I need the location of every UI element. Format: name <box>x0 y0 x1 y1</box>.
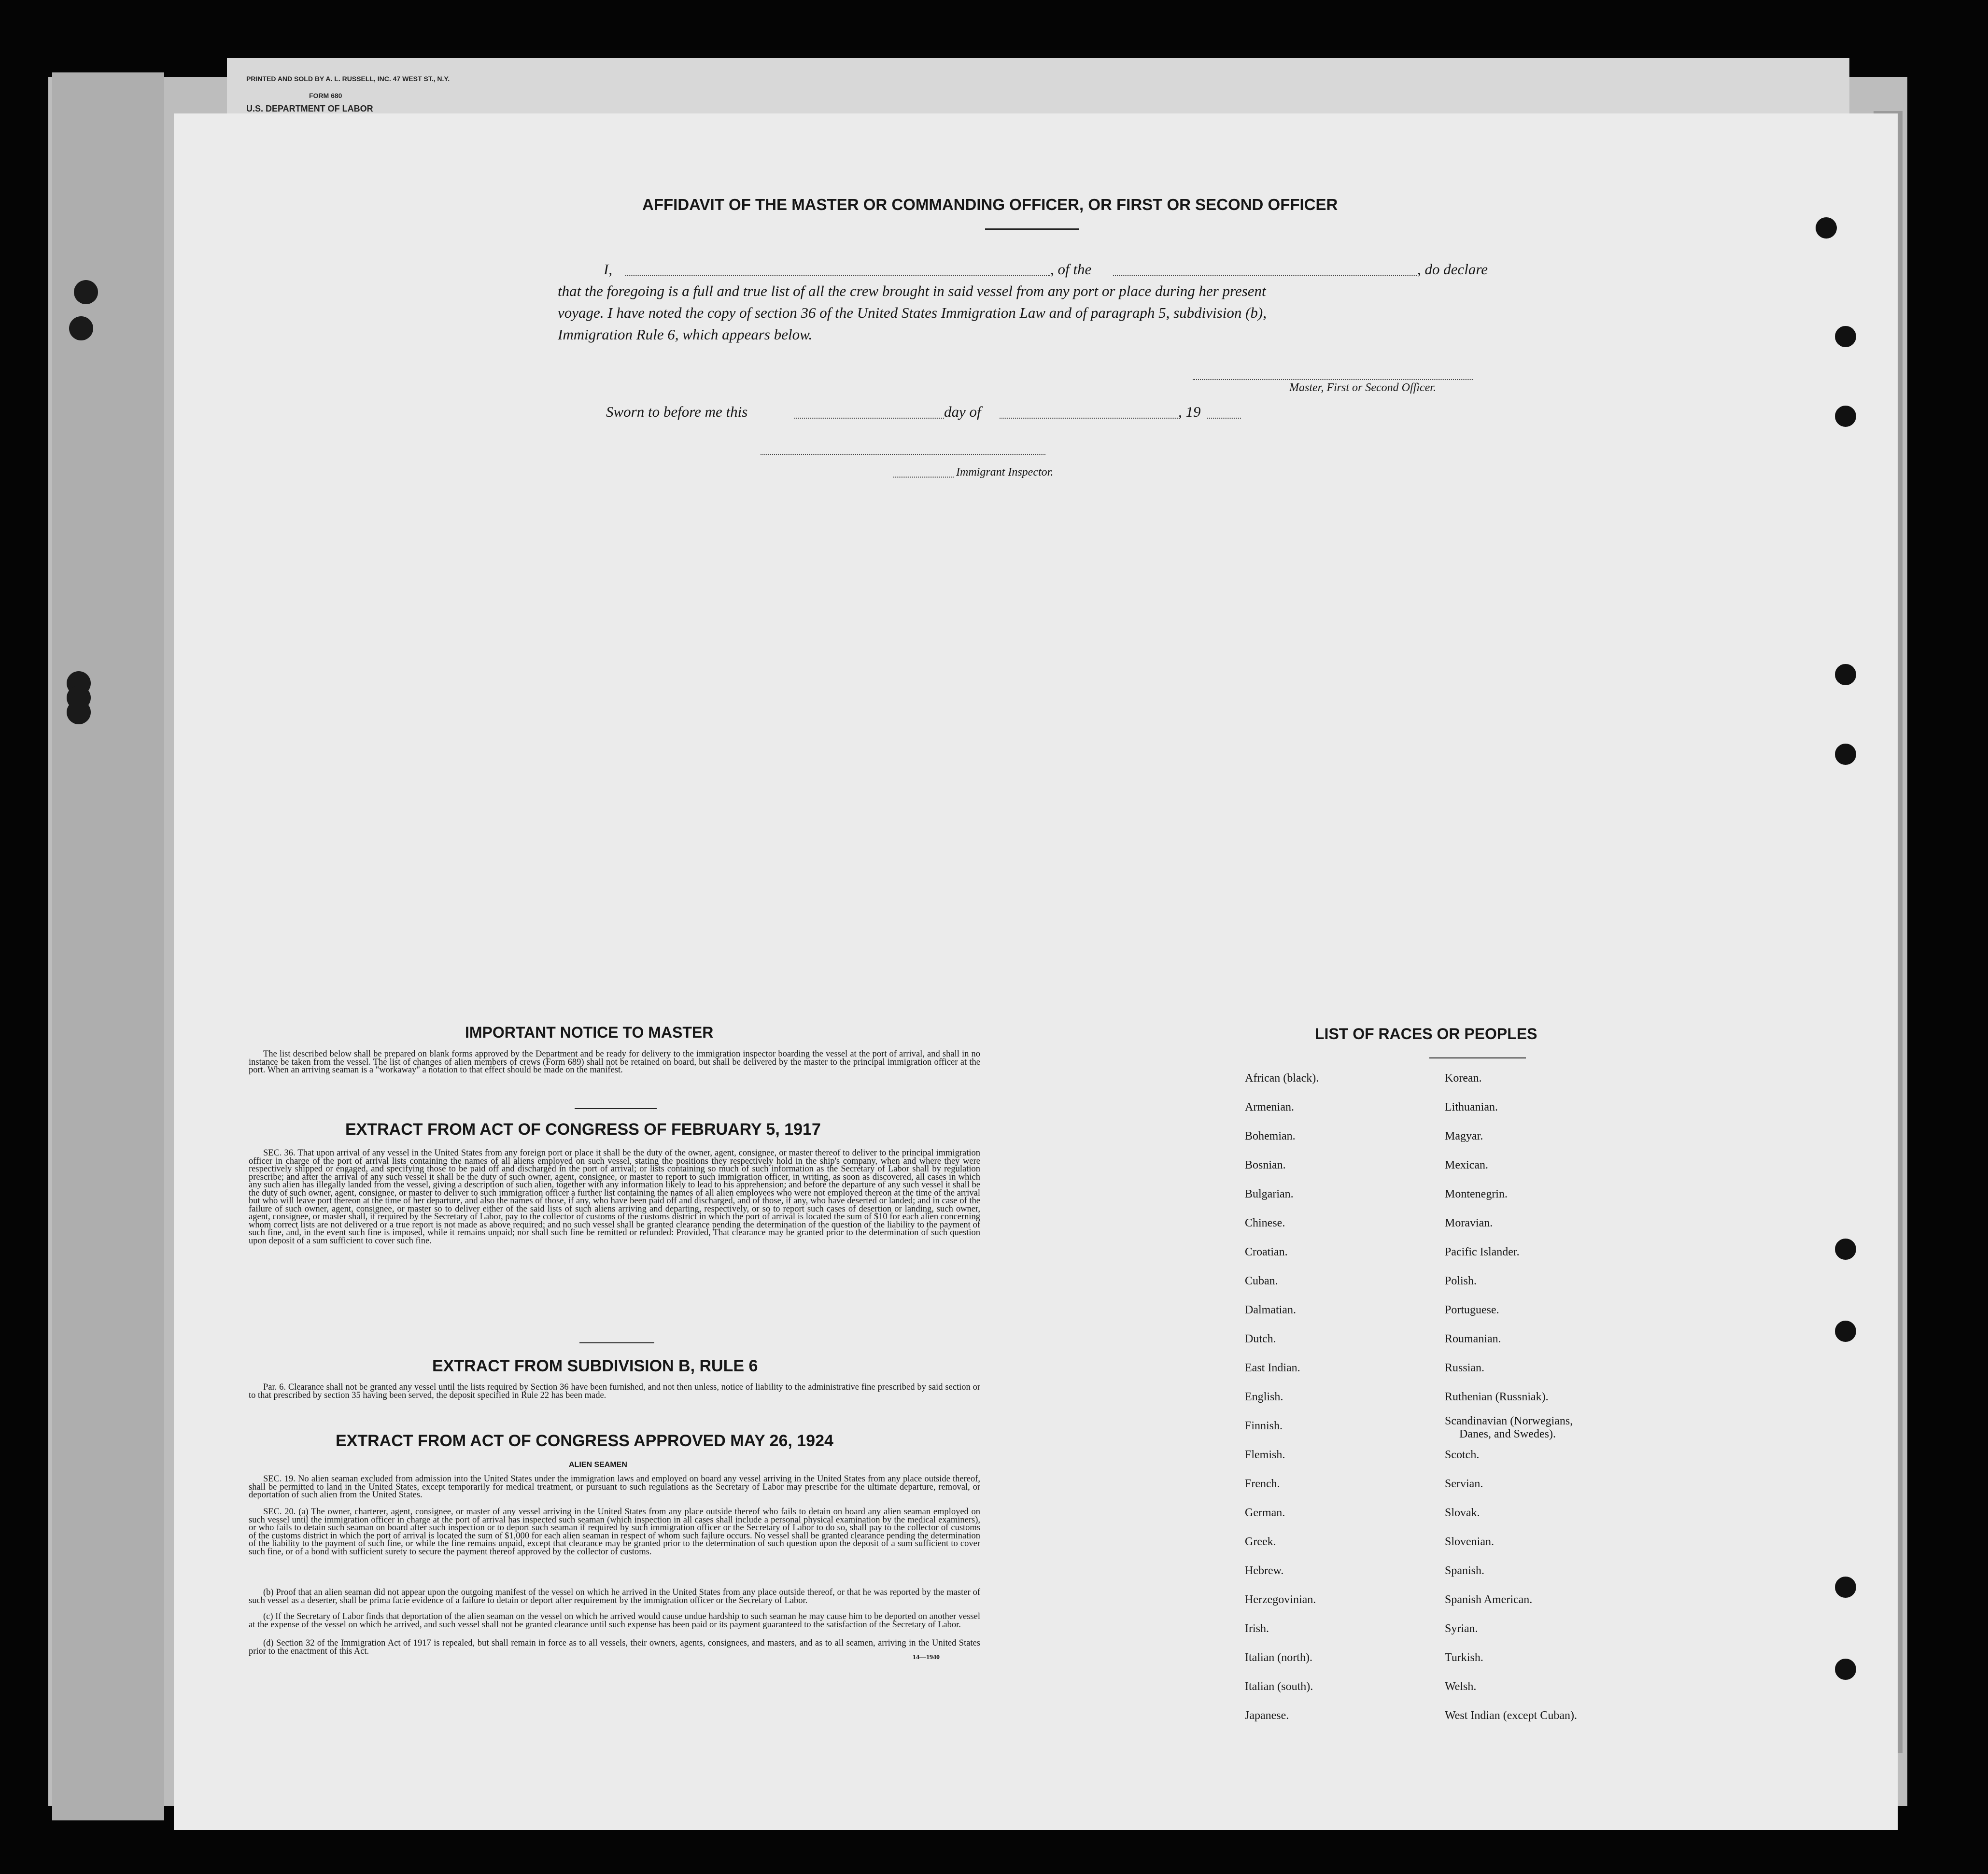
punch-hole <box>1835 1239 1856 1260</box>
inspector-signature-blank[interactable] <box>761 454 1045 455</box>
punch-hole <box>69 316 93 340</box>
extract-1917-rule <box>579 1342 654 1343</box>
race-item: Polish. <box>1445 1275 1477 1287</box>
race-item: Spanish. <box>1445 1564 1485 1577</box>
affidavit-line4: Immigration Rule 6, which appears below. <box>558 326 813 343</box>
master-signature-label: Master, First or Second Officer. <box>1289 381 1436 394</box>
race-item: Herzegovinian. <box>1245 1593 1316 1606</box>
race-item: Danes, and Swedes). <box>1459 1428 1556 1440</box>
affidavit-title: AFFIDAVIT OF THE MASTER OR COMMANDING OFFICER, OR FIRST OR SECOND OFFICER <box>642 196 1338 213</box>
sworn-day-blank[interactable] <box>794 418 944 419</box>
race-item: Ruthenian (Russniak). <box>1445 1391 1549 1403</box>
punch-hole <box>74 280 98 304</box>
race-item: African (black). <box>1245 1072 1319 1085</box>
affidavit-declare: , do declare <box>1417 261 1488 278</box>
sworn-month-blank[interactable] <box>1000 418 1178 419</box>
printer-line: PRINTED AND SOLD BY A. L. RUSSELL, INC. 47 WEST ST., N.Y. <box>246 75 450 83</box>
race-item: Bulgarian. <box>1245 1188 1294 1200</box>
notice-rule <box>575 1108 657 1109</box>
race-item: Lithuanian. <box>1445 1101 1498 1113</box>
race-item: Servian. <box>1445 1478 1483 1490</box>
form-number: FORM 680 <box>309 92 342 99</box>
races-title: LIST OF RACES OR PEOPLES <box>1315 1025 1537 1043</box>
race-item: Scandinavian (Norwegians, <box>1445 1415 1573 1427</box>
race-item: Greek. <box>1245 1536 1276 1548</box>
year-label: , 19 <box>1178 403 1201 420</box>
name-blank[interactable] <box>625 275 1050 276</box>
extract-1924-title: EXTRACT FROM ACT OF CONGRESS APPROVED MAY 26, 1924 <box>336 1432 833 1450</box>
race-item: Pacific Islander. <box>1445 1246 1520 1258</box>
notice-body: The list described below shall be prepared on blank forms approved by the Department and be ready for delivery to the immigration inspector boarding the vessel at the port of arrival, and shall in no instance be taken from the vessel. The list of changes of alien members of crews (Form 689) shall not be retained on board, but shall be delivered by the master to the principal immigration officer at the port. When an arriving seaman is a "workaway" a notation to that effect should be made on the manifest. <box>249 1049 980 1075</box>
extract-1917-title: EXTRACT FROM ACT OF CONGRESS OF FEBRUARY 5, 1917 <box>345 1120 821 1139</box>
race-item: Turkish. <box>1445 1651 1483 1664</box>
extract-1917-body: SEC. 36. That upon arrival of any vessel in the United States from any foreign port or place it shall be the duty of the owner, agent, consignee, or master thereof to deliver to the principal immigration officer in charge of the port of arrival lists containing the names of all aliens employed on such vessel, stating the positions they respectively hold in the ship's company, when and where they were respectively shipped or engaged, and specifying those to be paid off and discharged in the port of arrival; or lists containing so much of such information as the Secretary of Labor shall by regulation prescribe; and after the arrival of any such vessel it shall be the duty of such owner, agent, consignee, or master to report to such immigration officer, in writing, as soon as discovered, all cases in which any such alien has illegally landed from the vessel, giving a description of such alien, together with any information likely to lead to his apprehension; and before the departure of any such vessel it shall be the duty of such owner, agent, consignee, or master to deliver to such immigration officer a further list containing the names of all alien employees who were not employed thereon at the time of the arrival but who will leave port thereon at the time of her departure, and also the names of those, if any, who have been paid off and discharged, and of those, if any, who have deserted or landed; and in case of the failure of such owner, agent, consignee, or master so to deliver either of the said lists of such aliens arriving and departing, respectively, or so to report such cases of desertion or landing, such owner, agent, consignee, or master shall, if required by the Secretary of Labor, pay to the collector of customs of the customs district in which the port of arrival is located the sum of $10 for each alien concerning whom correct lists are not delivered or a true report is not made as above required; and no such vessel shall be granted clearance pending the determination of the question of the liability to the payment of such fine, and, in the event such fine is imposed, while it remains unpaid; nor shall such fine be remitted or refunded: Provided, That clearance may be granted prior to the determination of such question upon deposit of a sum sufficient to cover such fine. <box>249 1148 980 1246</box>
race-item: Russian. <box>1445 1362 1485 1374</box>
punch-hole <box>1816 217 1837 239</box>
race-item: Dutch. <box>1245 1333 1276 1345</box>
form-code: 14—1940 <box>913 1654 940 1661</box>
vessel-blank[interactable] <box>1113 275 1417 276</box>
race-item: Japanese. <box>1245 1709 1289 1722</box>
race-item: Portuguese. <box>1445 1304 1499 1316</box>
race-item: Slovenian. <box>1445 1536 1494 1548</box>
sworn-year-blank[interactable] <box>1207 418 1241 419</box>
race-item: Cuban. <box>1245 1275 1278 1287</box>
master-signature-blank[interactable] <box>1193 379 1473 380</box>
day-of-label: day of <box>944 403 981 420</box>
affidavit-line3: voyage. I have noted the copy of section 36 of the United States Immigration Law and of paragraph 5, subdivision (b), <box>558 304 1267 321</box>
race-item: Scotch. <box>1445 1449 1480 1461</box>
race-item: Italian (north). <box>1245 1651 1312 1664</box>
race-item: Korean. <box>1445 1072 1482 1085</box>
race-item: English. <box>1245 1391 1283 1403</box>
race-item: Flemish. <box>1245 1449 1285 1461</box>
punch-hole <box>1835 326 1856 347</box>
race-item: Bosnian. <box>1245 1159 1286 1171</box>
punch-hole <box>1835 1321 1856 1342</box>
extract-1924-sec20c: (c) If the Secretary of Labor finds that deportation of the alien seaman on the vessel on which he arrived would cause undue hardship to such seaman he may cause him to be deported on another vessel at the expense of the vessel on which he arrived, and such vessel shall not be granted clearance until such expense has been paid or its payment guaranteed to the satisfaction of the Secretary of Labor. <box>249 1612 980 1630</box>
punch-hole <box>1835 406 1856 427</box>
punch-hole <box>1835 1577 1856 1598</box>
notice-title: IMPORTANT NOTICE TO MASTER <box>465 1024 714 1041</box>
extract-1924-sec20a: SEC. 20. (a) The owner, charterer, agent, consignee, or master of any vessel arriving in the United States from any place outside thereof who fails to detain on board any alien seaman employed on such vessel until the immigration officer in charge at the port of arrival has inspected such seaman (which inspection in all cases shall include a personal physical examination by the medical examiners), or who fails to detain such seaman on board after such inspection or to deport such seaman if required by such immigration officer or the Secretary of Labor to do so, shall pay to the collector of customs of the customs district in which the port of arrival is located the sum of $1,000 for each alien seaman in respect of whom such failure occurs. No vessel shall be granted clearance pending the determination of the liability to the payment of such fine, or while the fine remains unpaid, except that clearance may be granted prior to the determination of such question upon the deposit of a sum sufficient to cover such fine, or of a bond with sufficient surety to secure the payment thereof approved by the collector of customs. <box>249 1507 980 1557</box>
inspector-leader <box>893 477 954 478</box>
race-item: Bohemian. <box>1245 1130 1296 1142</box>
races-rule <box>1429 1057 1526 1058</box>
document-page <box>174 113 1898 1830</box>
extract-1924-sec20d: (d) Section 32 of the Immigration Act of 1917 is repealed, but shall remain in force as to all vessels, their owners, agents, consignees, and masters, and as to all seamen, arriving in the United States prior to the enactment of this Act. <box>249 1638 980 1656</box>
race-item: Croatian. <box>1245 1246 1288 1258</box>
dept-label: U.S. DEPARTMENT OF LABOR <box>246 104 373 113</box>
inspector-label: Immigrant Inspector. <box>956 466 1054 479</box>
race-item: Syrian. <box>1445 1622 1478 1635</box>
punch-hole <box>1835 1659 1856 1680</box>
race-item: Dalmatian. <box>1245 1304 1296 1316</box>
race-item: Hebrew. <box>1245 1564 1284 1577</box>
race-item: Mexican. <box>1445 1159 1488 1171</box>
extract-1924-sec19: SEC. 19. No alien seaman excluded from admission into the United States under the immigration laws and employed on board any vessel arriving in the United States from any place outside thereof, shall be permitted to land in the United States, except temporarily for medical treatment, or pursuant to such regulations as the Secretary of Labor may prescribe for the ultimate departure, removal, or deportation of such alien from the United States. <box>249 1474 980 1500</box>
race-item: German. <box>1245 1507 1285 1519</box>
race-item: Moravian. <box>1445 1217 1493 1229</box>
extract-1924-sec20b: (b) Proof that an alien seaman did not appear upon the outgoing manifest of the vessel on which he arrived in the United States from any place outside thereof, or that he was reported by the master of such vessel as a deserter, shall be prima facie evidence of a failure to detain or deport after requirement by the immigration officer or the Secretary of Labor. <box>249 1588 980 1606</box>
race-item: Chinese. <box>1245 1217 1285 1229</box>
race-item: West Indian (except Cuban). <box>1445 1709 1577 1722</box>
affidavit-of-the: , of the <box>1050 261 1092 278</box>
race-item: Armenian. <box>1245 1101 1294 1113</box>
race-item: Magyar. <box>1445 1130 1483 1142</box>
race-item: East Indian. <box>1245 1362 1300 1374</box>
rule6-title: EXTRACT FROM SUBDIVISION B, RULE 6 <box>432 1357 758 1375</box>
race-item: Roumanian. <box>1445 1333 1501 1345</box>
race-item: Italian (south). <box>1245 1680 1313 1693</box>
race-item: Finnish. <box>1245 1420 1283 1432</box>
affidavit-line2: that the foregoing is a full and true list of all the crew brought in said vessel from any port or place during her present <box>558 282 1266 299</box>
race-item: Welsh. <box>1445 1680 1477 1693</box>
race-item: Irish. <box>1245 1622 1269 1635</box>
sworn-label: Sworn to before me this <box>606 403 748 420</box>
affidavit-i: I, <box>604 261 613 278</box>
punch-hole <box>1835 744 1856 765</box>
race-item: French. <box>1245 1478 1280 1490</box>
rule6-body: Par. 6. Clearance shall not be granted any vessel until the lists required by Section 36 have been furnished, and not then unless, notice of liability to the administrative fine prescribed by said section or to that prescribed by section 35 having been served, the deposit specified in Rule 22 has been made. <box>249 1382 980 1400</box>
binding-edge <box>52 72 164 1820</box>
title-rule <box>985 228 1079 230</box>
punch-hole <box>1835 664 1856 685</box>
punch-hole <box>67 686 91 710</box>
race-item: Spanish American. <box>1445 1593 1533 1606</box>
race-item: Montenegrin. <box>1445 1188 1508 1200</box>
extract-1924-subtitle: ALIEN SEAMEN <box>569 1461 627 1469</box>
race-item: Slovak. <box>1445 1507 1480 1519</box>
